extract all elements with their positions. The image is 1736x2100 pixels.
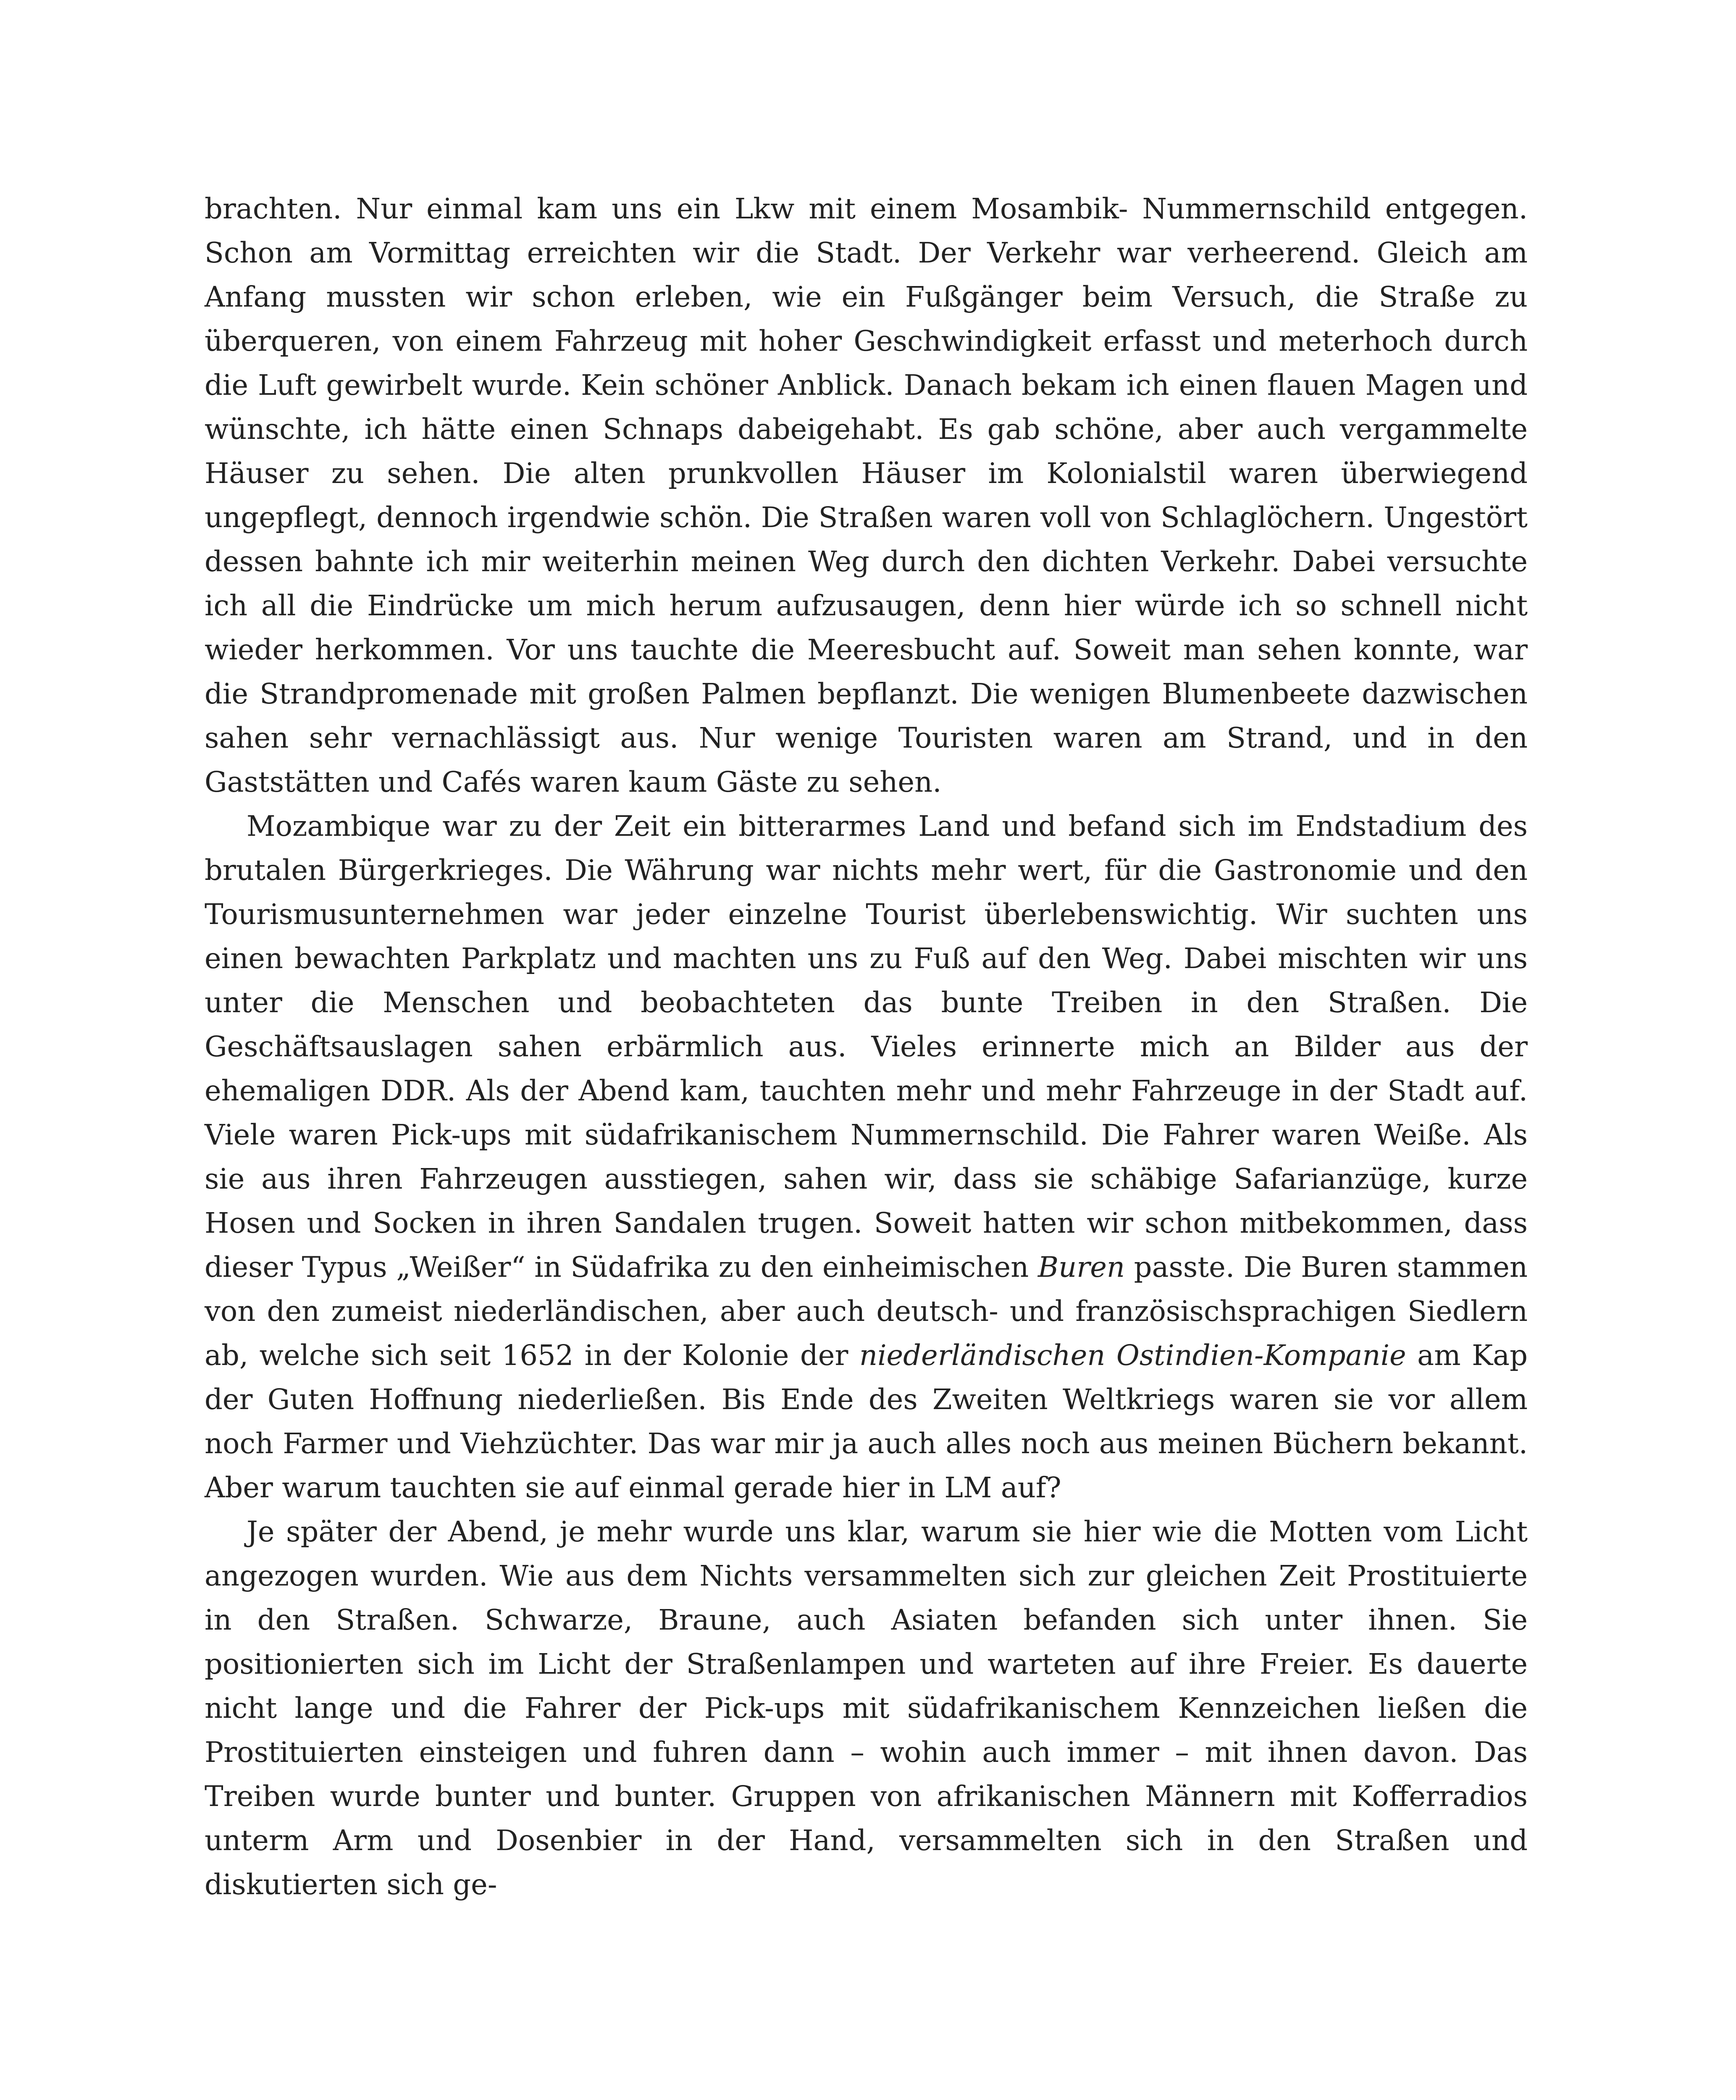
- italic-term-buren: Buren: [1037, 1251, 1125, 1284]
- paragraph-2-text-b: passte. Die Buren stammen von den zumeist niederländischen, aber auch deutsch- und französischsprachigen Siedlern ab, welche sich seit 1652 in der Kolonie der: [205, 1251, 1528, 1372]
- paragraph-2: [205, 804, 1528, 1510]
- paragraph-2-text-c: am Kap der Guten Hoffnung niederließen. Bis Ende des Zweiten Weltkriegs waren sie vor allem noch Farmer und Viehzüchter. Das war mir ja auch alles noch aus meinen Büchern bekannt. Aber warum tauchten sie auf einmal gerade hier in LM auf?: [205, 1339, 1528, 1504]
- paragraph-2-text-a: Mozambique war zu der Zeit ein bitterarmes Land und befand sich im Endstadium des brutalen Bürgerkrieges. Die Währung war nichts mehr wert, für die Gastronomie und den Tourismusunternehmen war jeder einzelne Tourist überlebenswichtig. Wir suchten uns einen bewachten Parkplatz und machten uns zu Fuß auf den Weg. Dabei mischten wir uns unter die Menschen und beobachteten das bunte Treiben in den Straßen. Die Geschäftsauslagen sahen erbärmlich aus. Vieles erinnerte mich an Bilder aus der ehemaligen DDR. Als der Abend kam, tauchten mehr und mehr Fahrzeuge in der Stadt auf. Viele waren Pick-ups mit südafrikanischem Nummernschild. Die Fahrer waren Weiße. Als sie aus ihren Fahrzeugen ausstiegen, sahen wir, dass sie schäbige Safarianzüge, kurze Hosen und Socken in ihren Sandalen trugen. Soweit hatten wir schon mitbekommen, dass dieser Typus „Weißer“ in Südafrika zu den einheimischen: [205, 810, 1528, 1284]
- italic-term-ostindien-kompanie: niederländischen Ostindien-Kompanie: [859, 1339, 1406, 1372]
- body-text: [205, 187, 1528, 1907]
- paragraph-1: [205, 187, 1528, 804]
- paragraph-1-text: brachten. Nur einmal kam uns ein Lkw mit einem Mosambik- Nummernschild entgegen. Schon am Vormittag erreichten wir die Stadt. Der Verkehr war verheerend. Gleich am Anfang mussten wir schon erleben, wie ein Fußgänger beim Versuch, die Straße zu überqueren, von einem Fahrzeug mit hoher Geschwindigkeit erfasst und meterhoch durch die Luft gewirbelt wurde. Kein schöner Anblick. Danach bekam ich einen flauen Magen und wünschte, ich hätte einen Schnaps dabeigehabt. Es gab schöne, aber auch vergammelte Häuser zu sehen. Die alten prunkvollen Häuser im Kolonialstil waren überwiegend ungepflegt, dennoch irgendwie schön. Die Straßen waren voll von Schlaglöchern. Ungestört dessen bahnte ich mir weiterhin meinen Weg durch den dichten Verkehr. Dabei versuchte ich all die Eindrücke um mich herum aufzusaugen, denn hier würde ich so schnell nicht wieder herkommen. Vor uns tauchte die Meeresbucht auf. Soweit man sehen konnte, war die Strandpromenade mit großen Palmen bepflanzt. Die wenigen Blumenbeete dazwischen sahen sehr vernachlässigt aus. Nur wenige Touristen waren am Strand, und in den Gaststätten und Cafés waren kaum Gäste zu sehen.: [205, 192, 1528, 798]
- paragraph-3: [205, 1510, 1528, 1907]
- paragraph-3-text: Je später der Abend, je mehr wurde uns klar, warum sie hier wie die Motten vom Licht angezogen wurden. Wie aus dem Nichts versammelten sich zur gleichen Zeit Prostituierte in den Straßen. Schwarze, Braune, auch Asiaten befanden sich unter ihnen. Sie positionierten sich im Licht der Straßenlampen und warteten auf ihre Freier. Es dauerte nicht lange und die Fahrer der Pick-ups mit südafrikanischem Kennzeichen ließen die Prostituierten einsteigen und fuhren dann – wohin auch immer – mit ihnen davon. Das Treiben wurde bunter und bunter. Gruppen von afrikanischen Männern mit Kofferradios unterm Arm und Dosenbier in der Hand, versammelten sich in den Straßen und diskutierten sich ge-: [205, 1515, 1528, 1901]
